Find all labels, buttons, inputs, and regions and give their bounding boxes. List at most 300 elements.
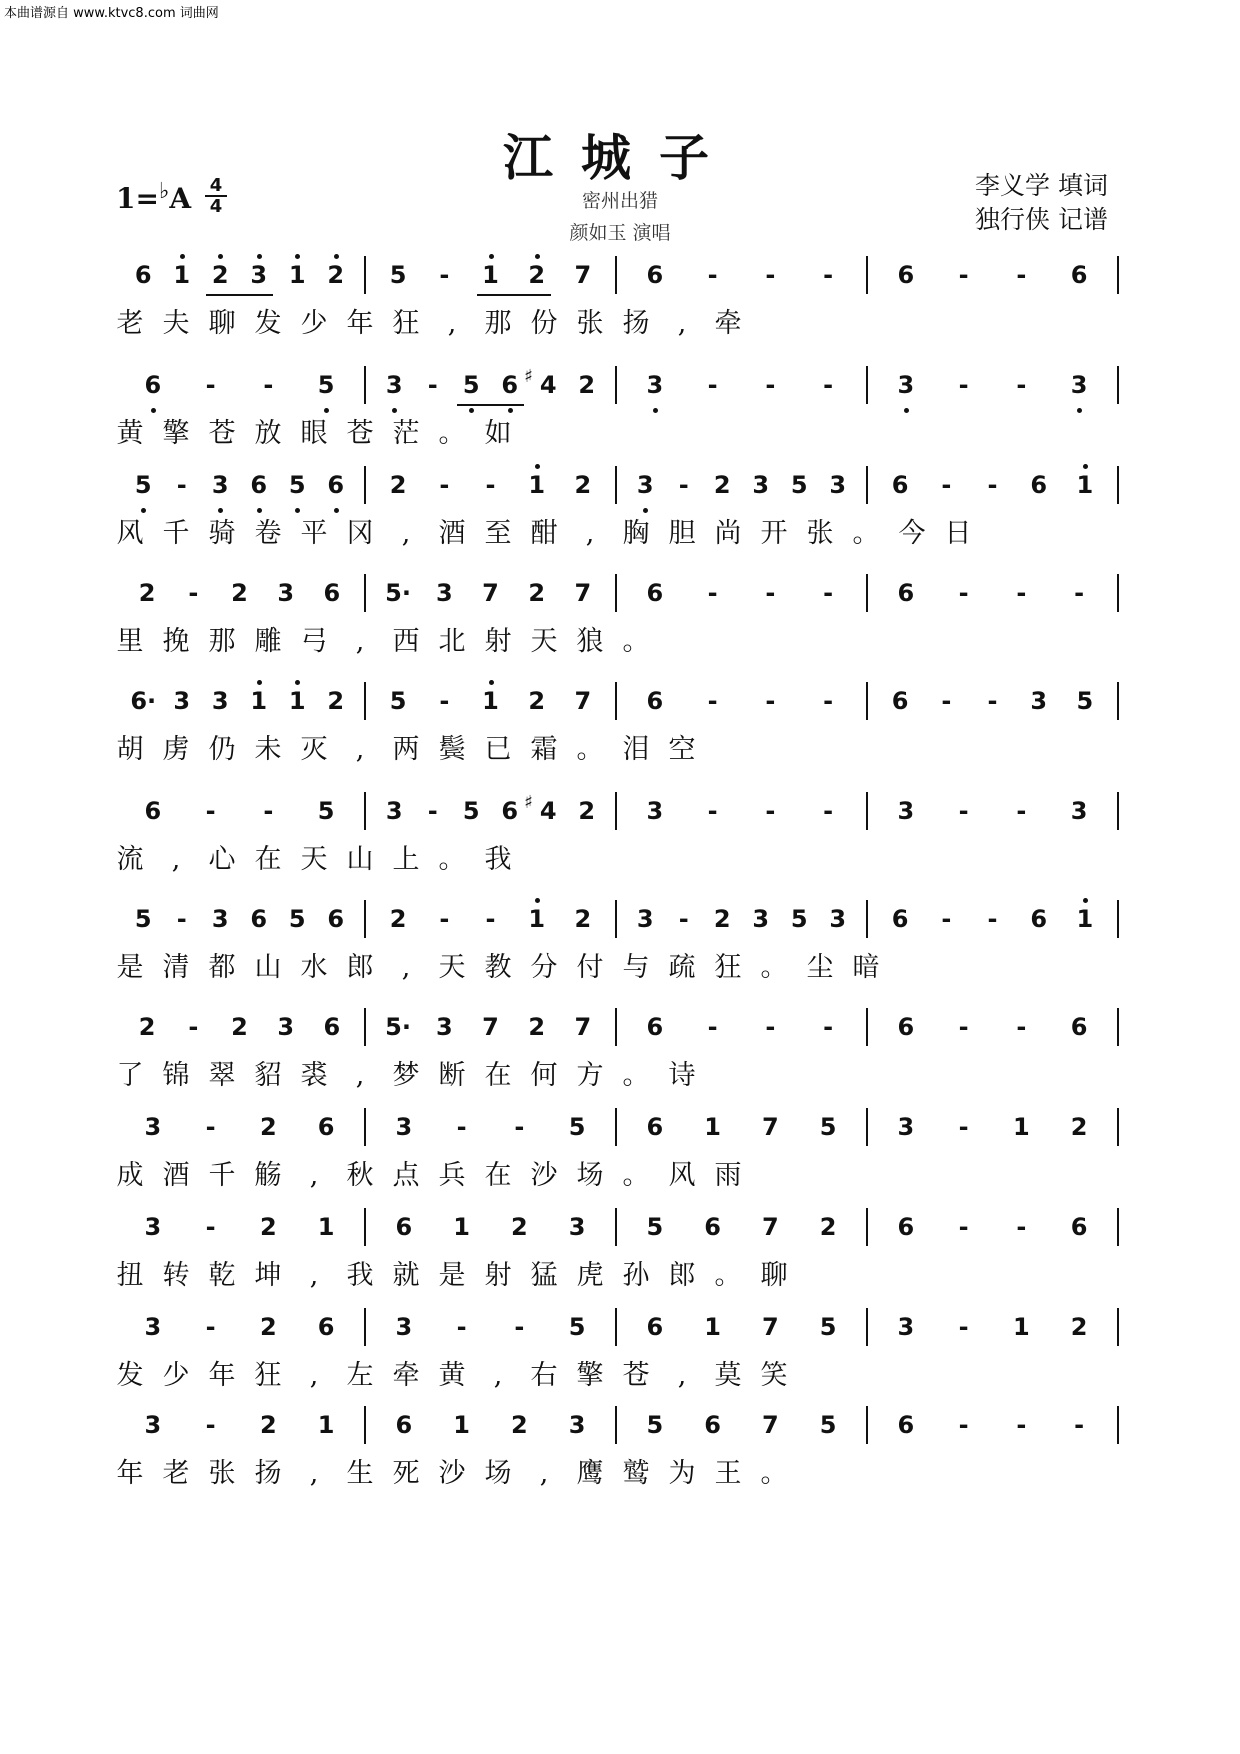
- note: [625, 888, 665, 952]
- lyric-char: 射: [484, 626, 512, 657]
- note-digit: 3: [277, 1013, 295, 1041]
- lyric-char: 卷: [254, 518, 282, 549]
- lyric-char: 点: [392, 1160, 420, 1191]
- dash-extension: [750, 996, 790, 1060]
- lyric-char: 酒: [438, 518, 466, 549]
- note-digit: 2: [231, 1013, 248, 1041]
- lyrics-row: [116, 1454, 1128, 1494]
- lyric-char: 老: [116, 308, 144, 339]
- note-digit: 5: [1076, 687, 1094, 715]
- note-digit: 5: [819, 1411, 837, 1439]
- dash-extension: [944, 780, 984, 844]
- barline: [364, 256, 366, 294]
- note-digit: 6: [891, 471, 909, 499]
- note: [818, 454, 858, 518]
- lyric-char: 貂: [254, 1060, 282, 1091]
- lyric-char: 酣: [530, 518, 558, 549]
- note: [277, 244, 317, 308]
- note: [239, 670, 279, 734]
- lyric-char: ,: [309, 1458, 319, 1489]
- barline: [1117, 574, 1119, 612]
- note: [563, 244, 603, 308]
- lyric-char: ,: [585, 518, 595, 549]
- note-digit: 3: [211, 905, 229, 933]
- lyric-char: 狼: [576, 626, 604, 657]
- note: [378, 670, 418, 734]
- barline: [1117, 1108, 1119, 1146]
- barline: [615, 900, 617, 938]
- note-digit: 1: [453, 1411, 470, 1439]
- lyric-char: 年: [208, 1360, 236, 1391]
- note: [162, 670, 202, 734]
- lyric-char: 虏: [162, 734, 190, 765]
- note: [316, 670, 356, 734]
- note-digit: 2: [528, 261, 546, 289]
- note-digit: 5·: [385, 1013, 411, 1041]
- note-digit: 3: [395, 1113, 413, 1141]
- note: [424, 996, 464, 1060]
- barline: [364, 1008, 366, 1046]
- note-digit: -: [263, 797, 274, 825]
- lyric-char: 是: [438, 1260, 466, 1291]
- lyric-char: 付: [576, 952, 604, 983]
- lyric-char: 风: [116, 518, 144, 549]
- octave-low-dot: [141, 508, 146, 513]
- note-digit: -: [439, 905, 450, 933]
- lyric-char: 教: [484, 952, 512, 983]
- note: [1059, 780, 1099, 844]
- dash-extension: [944, 1096, 984, 1160]
- note-digit: 6: [897, 261, 915, 289]
- note-digit: 2: [713, 905, 731, 933]
- note-digit: 6: [1070, 1213, 1088, 1241]
- note-digit: 3: [897, 1113, 915, 1141]
- note: [248, 1394, 288, 1458]
- lyric-char: 那: [208, 626, 236, 657]
- note: [374, 780, 414, 844]
- key-signature: [116, 178, 192, 215]
- note: [517, 888, 557, 952]
- barline: [615, 1308, 617, 1346]
- note-digit: 2: [389, 905, 407, 933]
- note-digit: 5: [819, 1313, 837, 1341]
- note-digit: -: [987, 471, 998, 499]
- barline: [364, 1406, 366, 1444]
- octave-low-dot: [643, 508, 648, 513]
- note-digit: 2: [1070, 1113, 1088, 1141]
- lyric-char: 。: [760, 952, 788, 983]
- note: [524, 354, 568, 418]
- lyric-char: 。: [714, 1260, 742, 1291]
- note: [557, 1196, 597, 1260]
- note-digit: 5: [389, 687, 407, 715]
- note: [384, 1196, 424, 1260]
- lyric-char: 山: [254, 952, 282, 983]
- lyric-char: 孙: [622, 1260, 650, 1291]
- score-line: [116, 1394, 1128, 1504]
- sharp-sign: ♯: [524, 366, 533, 387]
- note-digit: -: [1016, 1013, 1027, 1041]
- note: [886, 1296, 926, 1360]
- lyric-char: ,: [355, 626, 365, 657]
- lyric-char: 少: [162, 1360, 190, 1391]
- lyrics-row: [116, 622, 1128, 662]
- octave-low-dot: [653, 408, 658, 413]
- dash-extension: [693, 354, 733, 418]
- note-digit: -: [958, 1013, 969, 1041]
- octave-low-dot: [392, 408, 397, 413]
- lyric-char: 发: [254, 308, 282, 339]
- lyric-char: 断: [438, 1060, 466, 1091]
- key-prefix: 1=: [116, 182, 159, 215]
- lyric-char: 眼: [300, 418, 328, 449]
- note: [1065, 454, 1105, 518]
- note-digit: 7: [762, 1113, 779, 1141]
- note: [248, 1096, 288, 1160]
- note-digit: 6·: [130, 687, 157, 715]
- note-digit: 3: [897, 371, 915, 399]
- lyric-char: 聊: [760, 1260, 788, 1291]
- note: [750, 1394, 790, 1458]
- dash-extension: [424, 454, 464, 518]
- note-digit: -: [1016, 371, 1027, 399]
- lyric-char: 苍: [208, 418, 236, 449]
- note-digit: 6: [704, 1411, 721, 1439]
- note-digit: 6: [646, 687, 664, 715]
- lyric-char: 。: [852, 518, 880, 549]
- barline: [866, 792, 868, 830]
- note-digit: 1: [1076, 471, 1094, 499]
- dash-extension: [442, 1296, 482, 1360]
- octave-low-dot: [1077, 408, 1082, 413]
- note: [127, 562, 167, 626]
- lyric-char: 裘: [300, 1060, 328, 1091]
- lyric-char: 天: [530, 626, 558, 657]
- notes-row: [124, 996, 1128, 1060]
- lyric-char: 方: [576, 1060, 604, 1091]
- note-digit: 5: [646, 1213, 664, 1241]
- note: [384, 1394, 424, 1458]
- barline: [615, 1406, 617, 1444]
- lyric-char: 擎: [162, 418, 190, 449]
- note-digit: -: [1074, 579, 1085, 607]
- note: [378, 996, 418, 1060]
- lyric-char: 北: [438, 626, 466, 657]
- note-digit: -: [514, 1313, 525, 1341]
- lyric-char: 山: [346, 844, 374, 875]
- lyric-char: 。: [622, 1160, 650, 1191]
- note: [886, 562, 926, 626]
- lyrics-row: [116, 414, 1128, 454]
- barline: [866, 1406, 868, 1444]
- dash-extension: [471, 888, 511, 952]
- note: [424, 562, 464, 626]
- lyric-char: 年: [346, 308, 374, 339]
- barline: [364, 574, 366, 612]
- lyric-char: 虎: [576, 1260, 604, 1291]
- note: [239, 454, 279, 518]
- dash-extension: [424, 888, 464, 952]
- octave-low-dot: [324, 408, 329, 413]
- lyric-char: 郎: [668, 1260, 696, 1291]
- note-digit: -: [205, 371, 216, 399]
- lyric-char: 。: [576, 734, 604, 765]
- lyric-char: 觞: [254, 1160, 282, 1191]
- note: [306, 1296, 346, 1360]
- note: [306, 1394, 346, 1458]
- note: [635, 562, 675, 626]
- note: [248, 1296, 288, 1360]
- lyric-char: 场: [576, 1160, 604, 1191]
- lyric-char: 转: [162, 1260, 190, 1291]
- barline: [866, 900, 868, 938]
- note-digit: 6: [323, 1013, 341, 1041]
- lyric-char: 夫: [162, 308, 190, 339]
- note: [750, 1196, 790, 1260]
- note: [1059, 354, 1099, 418]
- lyric-char: 黄: [116, 418, 144, 449]
- dash-extension: [191, 1096, 231, 1160]
- note: [779, 454, 819, 518]
- score-line: [116, 780, 1128, 890]
- lyric-char: 扬: [622, 308, 650, 339]
- octave-high-dot: [489, 680, 494, 685]
- note-digit: -: [958, 1313, 969, 1341]
- note: [750, 1096, 790, 1160]
- note: [1019, 670, 1059, 734]
- note-digit: 6: [323, 579, 341, 607]
- dash-extension: [926, 454, 966, 518]
- note-digit: 2: [389, 471, 407, 499]
- note-digit: -: [678, 905, 689, 933]
- note-digit: -: [514, 1113, 525, 1141]
- note-digit: -: [765, 687, 776, 715]
- note-digit: 1: [250, 687, 268, 715]
- barline: [866, 366, 868, 404]
- note: [563, 996, 603, 1060]
- note-digit: 2: [260, 1213, 277, 1241]
- note-digit: 5: [790, 471, 808, 499]
- lyric-char: 心: [208, 844, 236, 875]
- note-digit: -: [1016, 261, 1027, 289]
- lyric-char: 扬: [254, 1458, 282, 1489]
- barline: [364, 1208, 366, 1246]
- notes-row: [124, 888, 1128, 952]
- dash-extension: [944, 996, 984, 1060]
- note-digit: 6: [646, 1013, 664, 1041]
- barline: [866, 682, 868, 720]
- dash-extension: [173, 996, 213, 1060]
- lyrics-row: [116, 948, 1128, 988]
- barline: [866, 466, 868, 504]
- note-digit: -: [439, 261, 450, 289]
- note-digit: 6: [1070, 1013, 1088, 1041]
- note-digit: 3: [636, 471, 654, 499]
- note: [442, 1196, 482, 1260]
- note-digit: 1: [288, 261, 306, 289]
- lyric-char: 弓: [300, 626, 328, 657]
- octave-high-dot: [334, 254, 339, 259]
- dash-extension: [191, 1394, 231, 1458]
- lyric-char: 都: [208, 952, 236, 983]
- note: [471, 670, 511, 734]
- note-digit: 3: [897, 1313, 915, 1341]
- note-digit: 1: [1013, 1313, 1030, 1341]
- dash-extension: [750, 562, 790, 626]
- note: [886, 1096, 926, 1160]
- lyrics-row: [116, 730, 1128, 770]
- lyric-char: ,: [539, 1458, 549, 1489]
- lyric-char: 苍: [346, 418, 374, 449]
- lyrics-row: [116, 840, 1128, 880]
- lyric-char: 分: [530, 952, 558, 983]
- note: [239, 244, 279, 308]
- dash-extension: [173, 562, 213, 626]
- note-digit: 2: [1070, 1313, 1088, 1341]
- note-digit: -: [263, 371, 274, 399]
- lyric-char: 两: [392, 734, 420, 765]
- lyric-char: 苍: [622, 1360, 650, 1391]
- note-digit: -: [205, 1313, 216, 1341]
- dash-extension: [471, 454, 511, 518]
- lyric-char: 里: [116, 626, 144, 657]
- dash-extension: [1001, 1394, 1041, 1458]
- barline: [1117, 366, 1119, 404]
- lyric-char: 与: [622, 952, 650, 983]
- dash-extension: [248, 354, 288, 418]
- lyric-char: 年: [116, 1458, 144, 1489]
- lyric-char: 王: [714, 1458, 742, 1489]
- lyric-char: 胸: [622, 518, 650, 549]
- note: [1059, 996, 1099, 1060]
- note: [1019, 888, 1059, 952]
- octave-high-dot: [535, 464, 540, 469]
- lyrics-row: [116, 1356, 1128, 1396]
- note-digit: -: [987, 687, 998, 715]
- note-digit: 3: [395, 1313, 413, 1341]
- dash-extension: [191, 1296, 231, 1360]
- note: [451, 780, 491, 844]
- note-digit: 5: [317, 371, 335, 399]
- note-digit: -: [958, 579, 969, 607]
- note-digit: 6: [317, 1313, 335, 1341]
- note: [1059, 1296, 1099, 1360]
- barline: [1117, 1208, 1119, 1246]
- note: [499, 1394, 539, 1458]
- octave-low-dot: [257, 508, 262, 513]
- note-digit: 1: [1013, 1113, 1030, 1141]
- note-digit: -: [823, 579, 834, 607]
- lyric-char: ,: [401, 518, 411, 549]
- note-digit: -: [765, 579, 776, 607]
- note: [248, 1196, 288, 1260]
- note-digit: 2: [528, 579, 546, 607]
- note: [693, 1394, 733, 1458]
- note: [306, 354, 346, 418]
- barline: [1117, 792, 1119, 830]
- lyric-char: 日: [944, 518, 972, 549]
- note-digit: -: [707, 371, 718, 399]
- octave-high-dot: [535, 254, 540, 259]
- note-digit: 7: [762, 1213, 779, 1241]
- note: [625, 454, 665, 518]
- lyricist-credit: 李义学 填词: [975, 171, 1108, 200]
- score-line: [116, 996, 1128, 1106]
- note-digit: 6: [897, 1411, 915, 1439]
- note: [277, 670, 317, 734]
- note-digit: 3: [173, 687, 191, 715]
- note-digit: 6: [134, 261, 152, 289]
- lyric-char: 我: [346, 1260, 374, 1291]
- lyric-char: 疏: [668, 952, 696, 983]
- note-digit: 2: [138, 579, 156, 607]
- barline: [615, 1208, 617, 1246]
- octave-high-dot: [295, 254, 300, 259]
- note-digit: -: [765, 261, 776, 289]
- dash-extension: [750, 780, 790, 844]
- note: [741, 888, 781, 952]
- barline: [364, 1308, 366, 1346]
- note: [378, 454, 418, 518]
- note-digit: -: [205, 1411, 216, 1439]
- lyric-char: 尘: [806, 952, 834, 983]
- lyric-char: 茫: [392, 418, 420, 449]
- note: [635, 354, 675, 418]
- octave-low-dot: [295, 508, 300, 513]
- note-digit: -: [1016, 579, 1027, 607]
- note-digit: 3: [646, 371, 664, 399]
- dash-extension: [944, 354, 984, 418]
- barline: [1117, 1308, 1119, 1346]
- note-digit: -: [823, 371, 834, 399]
- note-digit: -: [176, 905, 187, 933]
- note: [693, 1296, 733, 1360]
- note: [635, 1296, 675, 1360]
- notes-row: [124, 670, 1128, 734]
- note: [123, 670, 163, 734]
- dash-extension: [664, 454, 704, 518]
- lyric-char: 空: [668, 734, 696, 765]
- note: [378, 244, 418, 308]
- notes-row: [124, 244, 1128, 308]
- note: [779, 888, 819, 952]
- dash-extension: [808, 780, 848, 844]
- lyric-char: 西: [392, 626, 420, 657]
- note-digit: 2: [511, 1213, 528, 1241]
- note-digit: 1: [528, 471, 546, 499]
- note: [220, 996, 260, 1060]
- note: [1059, 1096, 1099, 1160]
- dash-extension: [1001, 1196, 1041, 1260]
- score-line: [116, 244, 1128, 354]
- note-digit: 3: [211, 687, 229, 715]
- note-digit: 2: [327, 687, 345, 715]
- note: [750, 1296, 790, 1360]
- notes-row: [124, 354, 1128, 418]
- barline: [1117, 256, 1119, 294]
- note: [277, 454, 317, 518]
- lyric-char: 狂: [714, 952, 742, 983]
- dash-extension: [693, 780, 733, 844]
- note-digit: -: [427, 371, 438, 399]
- note-digit: 3: [897, 797, 915, 825]
- note: [384, 1296, 424, 1360]
- barline: [615, 366, 617, 404]
- note-digit: 3: [277, 579, 295, 607]
- barline: [1117, 466, 1119, 504]
- lyric-char: 平: [300, 518, 328, 549]
- dash-extension: [664, 888, 704, 952]
